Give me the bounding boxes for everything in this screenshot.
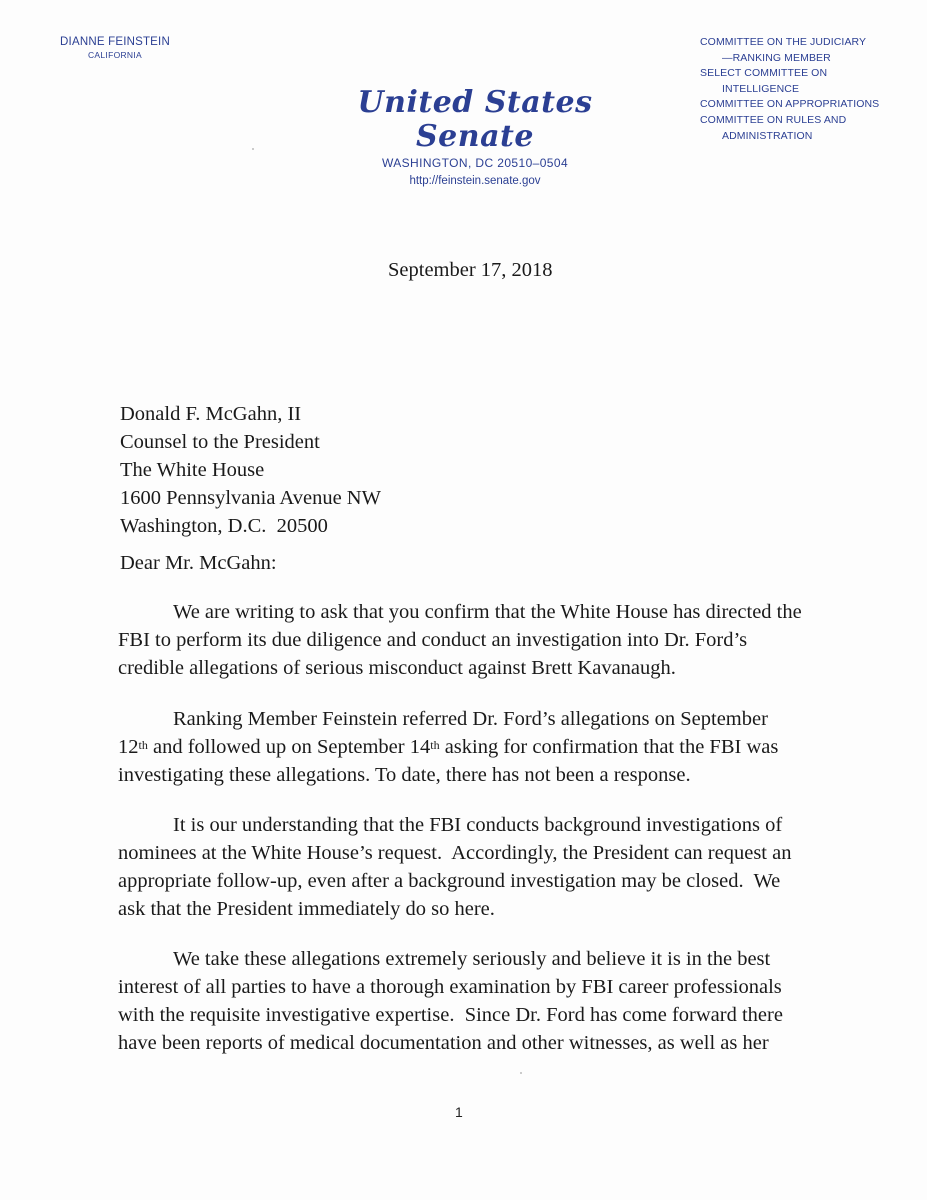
recipient-line: The White House [120, 459, 265, 481]
paragraph-line: It is our understanding that the FBI conducts background investigations of [173, 814, 783, 836]
senator-state: CALIFORNIA [87, 50, 142, 60]
salutation: Dear Mr. McGahn: [120, 552, 277, 574]
letterhead-senator [40, 36, 190, 60]
paragraph-line: ask that the President immediately do so here. [118, 898, 495, 920]
recipient-address [120, 400, 381, 540]
paragraph-4 [118, 945, 838, 1057]
institution-address: WASHINGTON, DC 20510–0504 [381, 156, 569, 170]
paragraph-line: Ranking Member Feinstein referred Dr. Ford’s allegations on September [173, 708, 768, 730]
website-link[interactable]: http://feinstein.senate.gov [409, 175, 541, 187]
paragraph-line: with the requisite investigative expertise. Since Dr. Ford has come forward there [118, 1004, 783, 1026]
recipient-line: Counsel to the President [120, 431, 320, 453]
paragraph-line: We are writing to ask that you confirm that the White House has directed the [173, 601, 802, 623]
committee-list [700, 35, 900, 144]
paragraph-line: credible allegations of serious misconduct against Brett Kavanaugh. [118, 657, 676, 679]
committee-line: INTELLIGENCE [722, 82, 800, 95]
paragraph-line [118, 733, 838, 761]
scan-speck [520, 1072, 522, 1074]
paragraph-line: nominees at the White House’s request. Accordingly, the President can request an [118, 842, 792, 864]
paragraph-line: appropriate follow-up, even after a background investigation may be closed. We [118, 870, 781, 892]
paragraph-line: interest of all parties to have a thorough examination by FBI career professionals [118, 976, 782, 998]
text-fragment: and followed up on September 14 [147, 736, 431, 758]
ordinal-suffix: th [430, 738, 440, 752]
committee-line: COMMITTEE ON THE JUDICIARY [700, 36, 867, 48]
recipient-line: 1600 Pennsylvania Avenue NW [120, 487, 381, 509]
committee-line: ADMINISTRATION [722, 129, 813, 142]
recipient-line: Donald F. McGahn, II [120, 403, 302, 425]
committee-line: COMMITTEE ON RULES AND [700, 113, 847, 126]
text-fragment: 12 [118, 736, 139, 758]
senator-name: DIANNE FEINSTEIN [60, 36, 170, 48]
ordinal-suffix: th [138, 738, 148, 752]
committee-line: —RANKING MEMBER [722, 51, 831, 64]
recipient-line: Washington, D.C. 20500 [120, 515, 328, 537]
committee-line: SELECT COMMITTEE ON [700, 67, 828, 80]
paragraph-line: We take these allegations extremely seriously and believe it is in the best [173, 948, 771, 970]
paragraph-1 [118, 598, 838, 682]
paragraph-line: have been reports of medical documentation and other witnesses, as well as her [118, 1032, 769, 1054]
paragraph-line: investigating these allegations. To date, there has not been a response. [118, 764, 691, 786]
committee-line: COMMITTEE ON APPROPRIATIONS [700, 98, 880, 111]
institution-name: United States Senate [357, 85, 593, 154]
paragraph-2 [118, 705, 838, 789]
scan-speck [252, 148, 254, 150]
letter-date: September 17, 2018 [388, 259, 553, 281]
paragraph-3 [118, 811, 838, 923]
paragraph-line: FBI to perform its due diligence and conduct an investigation into Dr. Ford’s [118, 629, 748, 651]
letterhead-institution [300, 86, 650, 187]
page-number: 1 [455, 1104, 463, 1120]
text-fragment: asking for confirmation that the FBI was [439, 736, 779, 758]
